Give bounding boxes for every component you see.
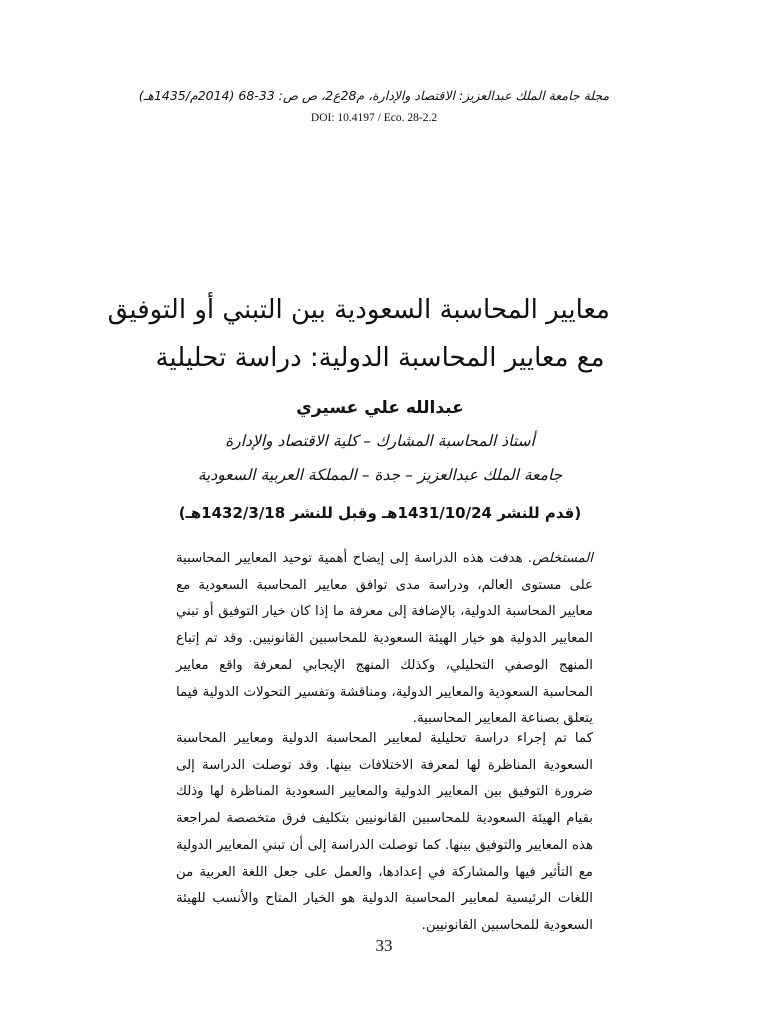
abstract-paragraph-1 bbox=[176, 546, 593, 733]
submission-dates: (قدم للنشر 1431/10/24هـ وقبل للنشر 1432/3/18هـ) bbox=[178, 504, 582, 522]
author-name: عبدالله علي عسيري bbox=[296, 398, 464, 418]
article-title-line-1: معايير المحاسبة السعودية بين التبني أو التوفيق bbox=[107, 295, 610, 325]
abstract-paragraph-1-text: هدفت هذه الدراسة إلى إيضاح أهمية توحيد المعايير المحاسبية على مستوى العالم، ودراسة مدى توافق معايير المحاسبة السعودية مع معايير المحاسبة الدولية، بالإضافة إلى معرفة ما إذا كان خيار التوفيق أو تبني المعايير الدولية هو خيار الهيئة السعودية للمحاسبين القانونيين. وقد تم إتباع المنهج الوصفي التحليلي، وكذلك المنهج الإيجابي لمعرفة واقع معايير المحاسبة السعودية والمعايير الدولية، ومناقشة وتفسير التحولات الدولية فيما يتعلق بصناعة المعايير المحاسبية. bbox=[176, 551, 593, 727]
author-affiliation-line-2: جامعة الملك عبدالعزيز – جدة – المملكة العربية السعودية bbox=[197, 466, 563, 484]
page-number: 33 bbox=[375, 936, 393, 955]
article-title-line-2: مع معايير المحاسبة الدولية: دراسة تحليلية bbox=[155, 343, 605, 373]
article-title bbox=[107, 286, 610, 382]
abstract-lead: المستخلص. bbox=[528, 551, 593, 566]
doi: DOI: 10.4197 / Eco. 28-2.2 bbox=[310, 112, 438, 124]
journal-citation: مجلة جامعة الملك عبدالعزيز: الاقتصاد والإدارة، م28ع2، ص ص: 33-68 (2014م/1435هـ) bbox=[138, 88, 610, 103]
author-affiliation-line-1: أستاذ المحاسبة المشارك – كلية الاقتصاد والإدارة bbox=[225, 432, 535, 450]
abstract-paragraph-2: كما تم إجراء دراسة تحليلية لمعايير المحاسبة الدولية ومعايير المحاسبة السعودية المناظرة لها لمعرفة الاختلافات بينها. وقد توصلت الدراسة إلى ضرورة التوفيق بين المعايير الدولية والمعايير السعودية المناظرة لها وذلك بقيام الهيئة السعودية للمحاسبين القانونيين بتكليف فرق متخصصة لمراجعة هذه المعايير والتوفيق بينها. كما توصلت الدراسة إلى أن تبني المعايير الدولية مع التأثير فيها والمشاركة في إعدادها، والعمل على جعل اللغة العربية من اللغات الرئيسية لمعايير المحاسبة الدولية هو الخيار المتاح والأنسب للهيئة السعودية للمحاسبين القانونيين. bbox=[176, 731, 593, 933]
